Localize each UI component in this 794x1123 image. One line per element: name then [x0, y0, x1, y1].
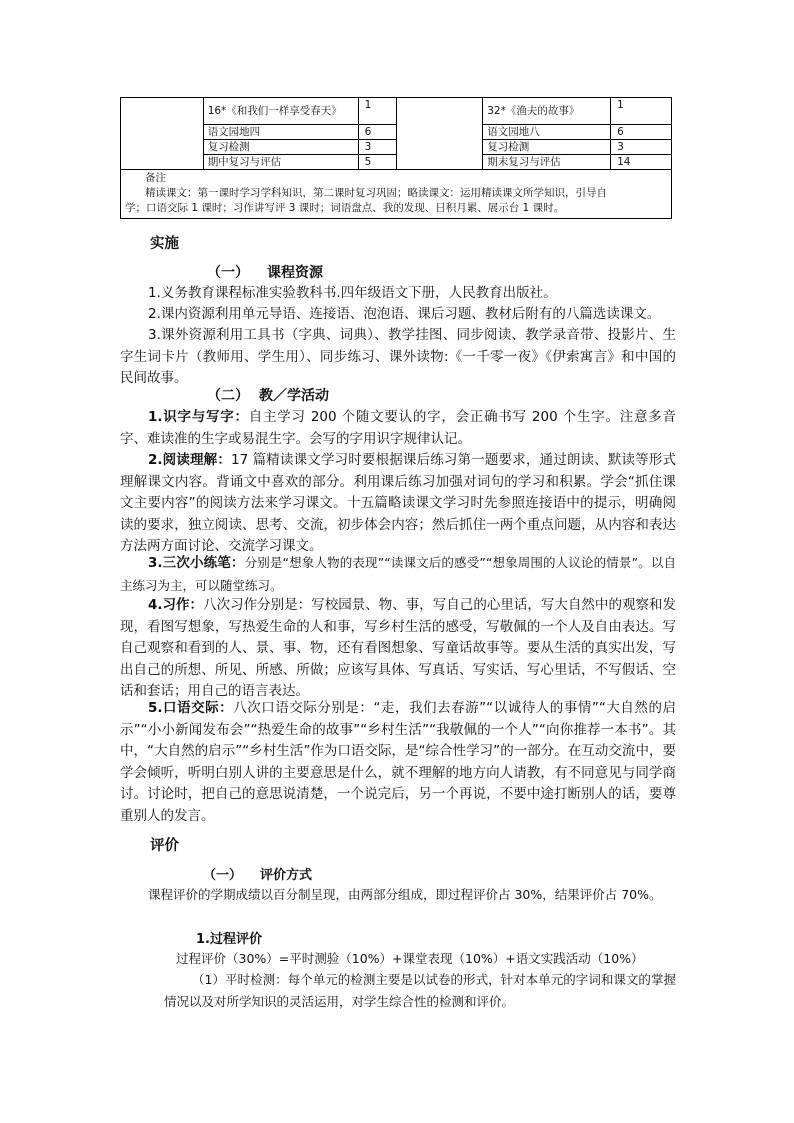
- table-cell: 1: [611, 98, 672, 125]
- table-cell: 语文园地八: [483, 125, 611, 140]
- resource-item: 3.课外资源利用工具书（字典、词典）、教学挂图、同步阅读、教学录音带、投影片、生字生词卡片（教师用、学生用）、同步练习、课外读物:《一千零一夜》《伊索寓言》和中国的民间故事。: [120, 327, 676, 386]
- note-line: 精读课文：第一课时学习学科知识，第二课时复习巩固；略读课文：运用精读课文所学知识，引导自: [145, 187, 607, 199]
- subsection-number: （一）: [203, 868, 243, 883]
- table-cell: 语文园地四: [203, 125, 358, 140]
- subsection-heading: [203, 864, 312, 883]
- table-row: [121, 98, 672, 125]
- activity-text: 17 篇精读课文学习时要根据课后练习第一题要求，通过朗读、默读等形式理解课文内容。背诵文中喜欢的部分。利用课后练习加强对词句的学习和积累。学会“抓住课文主要内容”的阅读方法来学习课文。十五篇略读课文学习时先参照连接语中的提示，明确阅读的要求，独立阅读、思考、交流，初步体会内容；然后抓住一两个重点问题，从内容和表达方法两方面讨论、交流学习课文。: [120, 452, 676, 554]
- activity-text: 分别是“想象人物的表现”“读课文后的感受”“想象周围的人议论的情景”。以自主练习为主，可以随堂练习。: [120, 555, 677, 593]
- activity-label: 1.识字与写字：: [148, 409, 249, 425]
- table-row: [121, 125, 672, 140]
- activity-paragraph: [120, 595, 676, 703]
- table-cell: 6: [358, 125, 396, 140]
- subsection-title: 教／学活动: [259, 388, 329, 404]
- subsection-number: （二）: [207, 388, 249, 404]
- process-item: （1）平时检测：每个单元的检测主要是以试卷的形式，针对本单元的字词和课文的掌握情况以及对所学知识的灵活运用，对学生综合性的检测和评价。: [164, 972, 676, 1009]
- note-label: 备注: [145, 172, 166, 184]
- table-row: [121, 170, 672, 219]
- process-eval-title: 1.过程评价: [196, 932, 262, 947]
- table-cell: 1: [358, 98, 396, 125]
- eval-intro: 课程评价的学期成绩以百分制呈现，由两部分组成，即过程评价占 30%，结果评价占 70%。: [148, 887, 662, 902]
- activity-label: 2.阅读理解：: [148, 452, 231, 468]
- subsection-heading: [207, 385, 329, 405]
- empty-cell: [121, 98, 204, 170]
- table-cell: 期末复习与评估: [483, 155, 611, 170]
- table-row: [121, 140, 672, 155]
- activity-label: 3.三次小练笔：: [148, 555, 245, 571]
- empty-cell: [396, 98, 483, 170]
- table-cell: 期中复习与评估: [203, 155, 358, 170]
- table-cell: 3: [611, 140, 672, 155]
- table-cell: 6: [611, 125, 672, 140]
- activity-paragraph: [120, 552, 676, 597]
- table-cell: 3: [358, 140, 396, 155]
- resource-item: 2.课内资源利用单元导语、连接语、泡泡语、课后习题、教材后附有的八篇选读课文。: [148, 306, 661, 322]
- table-cell: 复习检测: [483, 140, 611, 155]
- table-cell: 16*《和我们一样享受春天》: [203, 98, 358, 125]
- subsection-title: 课程资源: [267, 265, 323, 281]
- note-line: 学；口语交际 1 课时；习作讲写评 3 课时；词语盘点、我的发现、日积月累、展示台 1 课时。: [125, 202, 565, 214]
- resource-item: 1.义务教育课程标准实验教科书.四年级语文下册，人民教育出版社。: [148, 285, 557, 301]
- activity-label: 4.习作：: [148, 597, 204, 613]
- table-cell: 5: [358, 155, 396, 170]
- subsection-heading: [207, 262, 323, 282]
- activity-text: 八次口语交际分别是：“走，我们去春游”“以诚待人的事情”“大自然的启示”“小小新闻发布会”“热爱生命的故事”“乡村生活”“我敬佩的一个人”“向你推荐一本书”。其中，“大自然的启示”“乡村生活”作为口语交际，是“综合性学习”的一部分。在互动交流中，要学会倾听，听明白别人讲的主要意思是什么，就不理解的地方向人请教，有不同意见与同学商讨。讨论时，把自己的意思说清楚，一个说完后，另一个再说，不要中途打断别人的话，要尊重别人的发言。: [120, 700, 676, 824]
- activity-label: 5.口语交际：: [148, 700, 234, 716]
- table-cell: 32*《渔夫的故事》: [483, 98, 611, 125]
- note-cell: [121, 170, 672, 219]
- activity-paragraph: [120, 450, 676, 558]
- table-row: [121, 155, 672, 170]
- section-heading-eval: 评价: [150, 838, 179, 854]
- activity-paragraph: [120, 407, 676, 450]
- subsection-title: 评价方式: [260, 868, 313, 883]
- process-formula: 过程评价（30%）=平时测验（10%）+课堂表现（10%）+语文实践活动（10%）: [176, 951, 644, 966]
- table-cell: 复习检测: [203, 140, 358, 155]
- activity-paragraph: [120, 698, 676, 827]
- subsection-number: （一）: [207, 265, 249, 281]
- lesson-schedule-table: [120, 97, 672, 219]
- section-heading-implement: 实施: [150, 236, 179, 252]
- activity-text: 自主学习 200 个随文要认的字，会正确书写 200 个生字。注意多音字、难读准的生字或易混生字。会写的字用识字规律认记。: [120, 409, 676, 447]
- table-cell: 14: [611, 155, 672, 170]
- activity-text: 八次习作分别是：写校园景、物、事，写自己的心里话，写大自然中的观察和发现，看图写想象，写热爱生命的人和事，写乡村生活的感受，写敬佩的一个人及自由表达。写自己观察和看到的人、景、事、物，还有看图想象、写童话故事等。要从生活的真实出发，写出自己的所想、所见、所感、所做；应该写具体、写真话、写实话、写心里话，不写假话、空话和套话；用自己的语言表达。: [120, 597, 676, 699]
